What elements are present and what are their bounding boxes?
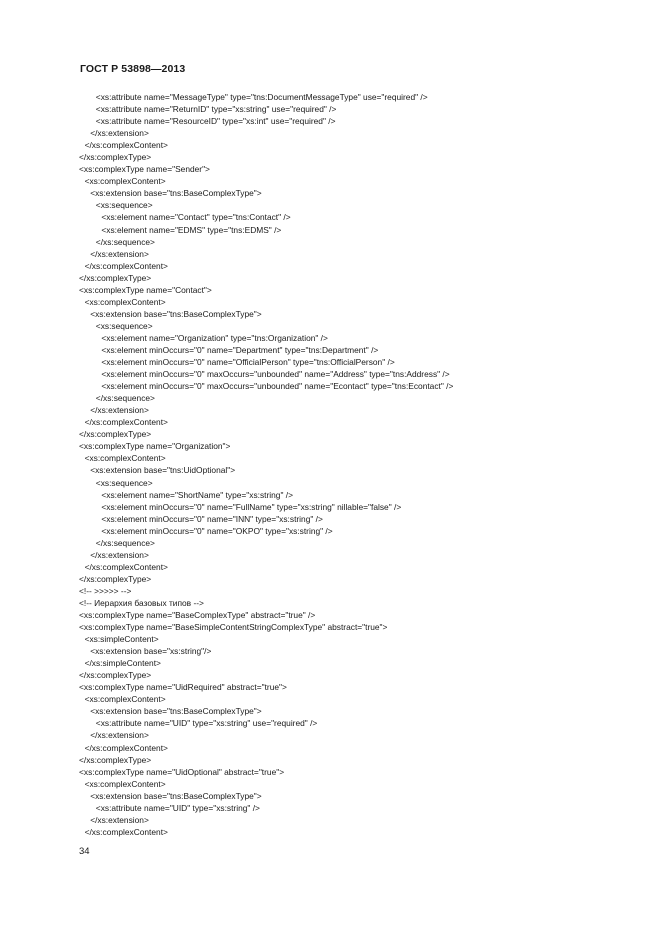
code-line: </xs:complexType> <box>79 573 152 584</box>
code-line: </xs:sequence> <box>95 236 155 247</box>
code-line: <xs:element minOccurs="0" name="FullName" type="xs:string" nillable="false" /> <box>101 501 402 512</box>
page-number: 34 <box>79 846 90 857</box>
code-line: <xs:extension base="xs:string"/> <box>90 646 212 657</box>
code-line: <xs:element minOccurs="0" maxOccurs="unbounded" name="Econtact" type="tns:Econtact" /> <box>101 381 454 392</box>
code-line: </xs:complexContent> <box>84 260 168 271</box>
code-line: <xs:complexType name="UidRequired" abstract="true"> <box>79 682 287 693</box>
code-line: </xs:complexType> <box>79 754 152 765</box>
code-line: <xs:attribute name="ReturnID" type="xs:string" use="required" /> <box>95 104 337 115</box>
code-line: </xs:complexContent> <box>84 826 168 837</box>
code-line: <xs:extension base="tns:UidOptional"> <box>90 465 236 476</box>
code-line: <xs:complexContent> <box>84 694 166 705</box>
code-line: <xs:complexType name="BaseComplexType" abstract="true" /> <box>79 610 316 621</box>
code-line: <xs:sequence> <box>95 320 153 331</box>
code-line: <xs:attribute name="MessageType" type="tns:DocumentMessageType" use="required" /> <box>95 92 428 102</box>
code-line: <xs:complexType name="Organization"> <box>79 441 231 452</box>
code-line: </xs:simpleContent> <box>84 658 161 669</box>
code-line: <xs:complexContent> <box>84 176 166 187</box>
code-line: <xs:complexType name="UidOptional" abstract="true"> <box>79 766 285 777</box>
code-line: <xs:sequence> <box>95 477 153 488</box>
code-line: <xs:extension base="tns:BaseComplexType"> <box>90 308 262 319</box>
code-line: </xs:extension> <box>90 730 149 741</box>
code-line: <xs:element minOccurs="0" name="OfficialPerson" type="tns:OfficialPerson" /> <box>101 357 395 368</box>
code-line: <xs:element name="ShortName" type="xs:string" /> <box>101 489 293 500</box>
code-line: <xs:simpleContent> <box>84 634 159 645</box>
code-line: </xs:extension> <box>90 814 149 825</box>
code-line: </xs:complexContent> <box>84 742 168 753</box>
code-line: </xs:extension> <box>90 405 149 416</box>
code-line: </xs:sequence> <box>95 393 155 404</box>
code-line: <xs:element minOccurs="0" name="Department" type="tns:Department" /> <box>101 344 379 355</box>
code-line: <xs:attribute name="UID" type="xs:string" /> <box>95 802 260 813</box>
code-line: <xs:extension base="tns:BaseComplexType"> <box>90 790 262 801</box>
xml-schema-code-listing <box>0 91 661 838</box>
code-line: </xs:extension> <box>90 248 149 259</box>
code-line: <xs:complexContent> <box>84 296 166 307</box>
code-line: <xs:element minOccurs="0" name="OKPO" type="xs:string" /> <box>101 525 333 536</box>
code-line: <!-- Иерархия базовых типов --> <box>79 597 204 608</box>
code-line: <xs:element name="Organization" type="tns:Organization" /> <box>101 332 328 343</box>
code-line: <xs:element minOccurs="0" name="INN" type="xs:string" /> <box>101 513 323 524</box>
code-line: <!-- >>>>> --> <box>79 585 132 596</box>
code-line: <xs:element minOccurs="0" maxOccurs="unbounded" name="Address" type="tns:Address" /> <box>101 369 450 380</box>
code-line: <xs:complexType name="Sender"> <box>79 164 210 175</box>
code-line: </xs:complexType> <box>79 429 152 440</box>
code-line: </xs:complexType> <box>79 152 152 163</box>
code-line: </xs:complexType> <box>79 670 152 681</box>
code-line: </xs:complexContent> <box>84 561 168 572</box>
code-line: </xs:sequence> <box>95 537 155 548</box>
code-line: <xs:complexType name="BaseSimpleContentStringComplexType" abstract="true"> <box>79 622 388 633</box>
code-line: <xs:complexContent> <box>84 453 166 464</box>
code-line: <xs:extension base="tns:BaseComplexType"> <box>90 706 262 717</box>
code-line: <xs:attribute name="UID" type="xs:string" use="required" /> <box>95 718 318 729</box>
document-standard-id: ГОСТ Р 53898—2013 <box>80 63 186 75</box>
code-line: </xs:extension> <box>90 549 149 560</box>
code-line: <xs:extension base="tns:BaseComplexType"> <box>90 188 262 199</box>
code-line: </xs:extension> <box>90 128 149 139</box>
code-line: <xs:attribute name="ResourceID" type="xs:int" use="required" /> <box>95 116 336 127</box>
code-line: <xs:element name="EDMS" type="tns:EDMS" /> <box>101 224 282 235</box>
code-line: <xs:complexContent> <box>84 778 166 789</box>
code-line: </xs:complexContent> <box>84 140 168 151</box>
code-line: <xs:element name="Contact" type="tns:Contact" /> <box>101 212 291 223</box>
code-line: </xs:complexType> <box>79 272 152 283</box>
code-line: <xs:sequence> <box>95 200 153 211</box>
code-line: <xs:complexType name="Contact"> <box>79 284 212 295</box>
code-line: </xs:complexContent> <box>84 417 168 428</box>
